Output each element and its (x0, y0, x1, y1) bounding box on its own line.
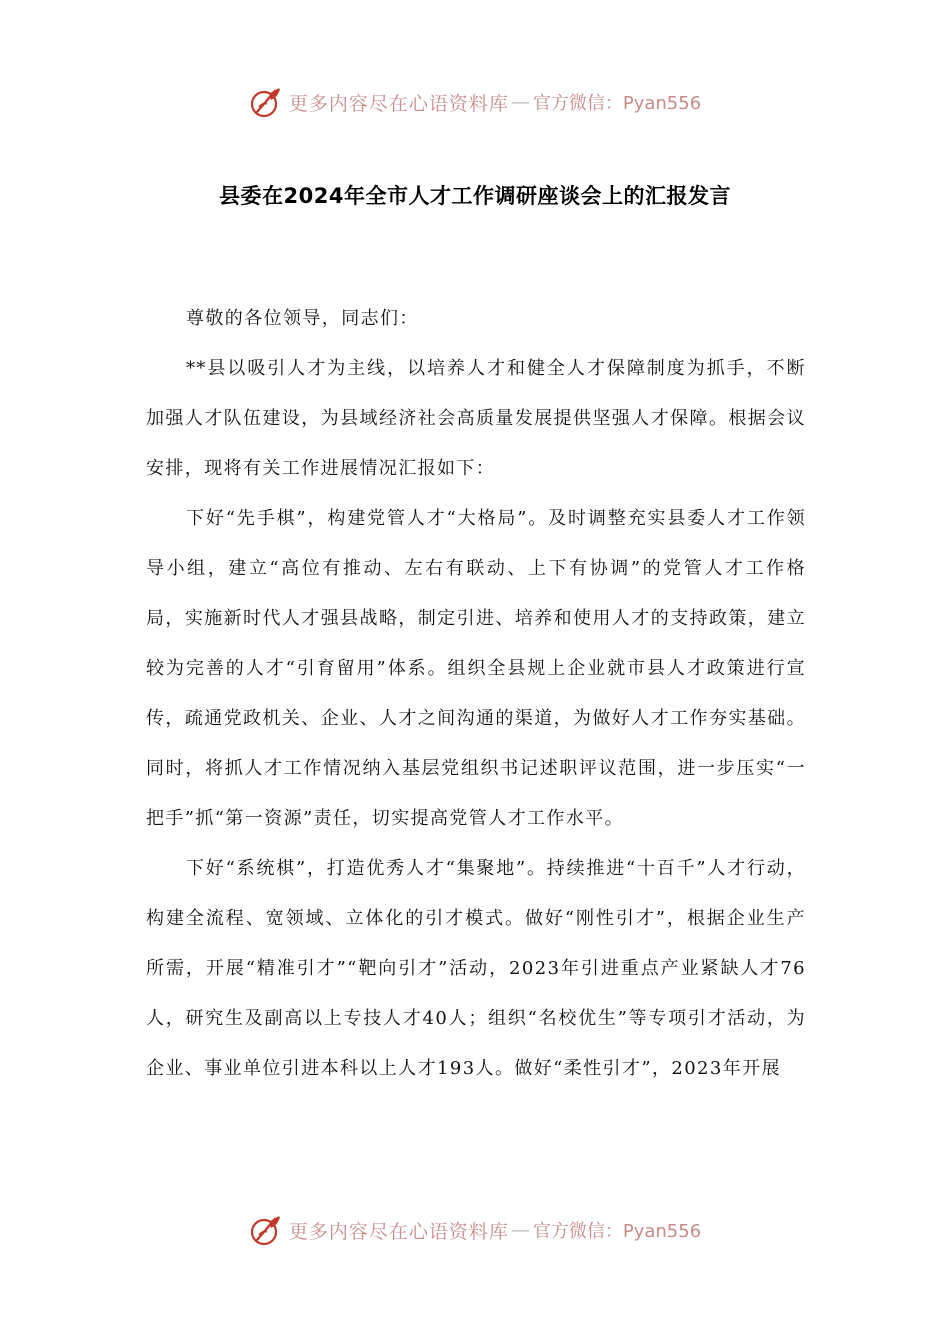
watermark-wechat-text: 官方微信：Pyan556 (532, 1221, 702, 1242)
quill-circle-icon (249, 1213, 283, 1247)
document-title: 县委在2024年全市人才工作调研座谈会上的汇报发言 (219, 184, 731, 208)
paragraph-system-move: 下好“系统棋”，打造优秀人才“集聚地”。持续推进“十百千”人才行动，构建全流程、宽领域、立体化的引才模式。做好“刚性引才”，根据企业生产所需，开展“精准引才”“靶向引才”活动，2023年引进重点产业紧缺人才76人，研究生及副高以上专技人才40人；组织“名校优生”等专项引才活动，为企业、事业单位引进本科以上人才193人。做好“柔性引才”，2023年开展 (146, 858, 806, 1079)
watermark-dash: — (510, 91, 531, 113)
watermark-wechat-text: 官方微信：Pyan556 (532, 93, 702, 114)
watermark-site-text: 更多内容尽在心语资料库 (288, 92, 509, 115)
watermark-site-text: 更多内容尽在心语资料库 (288, 1220, 509, 1243)
document-body (146, 294, 806, 1094)
quill-circle-icon (249, 85, 283, 119)
paragraph-first-move: 下好“先手棋”，构建党管人才“大格局”。及时调整充实县委人才工作领导小组，建立“高位有推动、左右有联动、上下有协调”的党管人才工作格局，实施新时代人才强县战略，制定引进、培养和使用人才的支持政策，建立较为完善的人才“引育留用”体系。组织全县规上企业就市县人才政策进行宣传，疏通党政机关、企业、人才之间沟通的渠道，为做好人才工作夯实基础。同时，将抓人才工作情况纳入基层党组织书记述职评议范围，进一步压实“一把手”抓“第一资源”责任，切实提高党管人才工作水平。 (146, 508, 806, 829)
paragraph-intro: **县以吸引人才为主线，以培养人才和健全人才保障制度为抓手，不断加强人才队伍建设，为县域经济社会高质量发展提供坚强人才保障。根据会议安排，现将有关工作进展情况汇报如下： (146, 358, 806, 479)
greeting-line: 尊敬的各位领导，同志们： (186, 308, 419, 329)
footer-watermark (0, 1208, 950, 1252)
watermark-dash: — (510, 1219, 531, 1241)
header-watermark (0, 80, 950, 124)
